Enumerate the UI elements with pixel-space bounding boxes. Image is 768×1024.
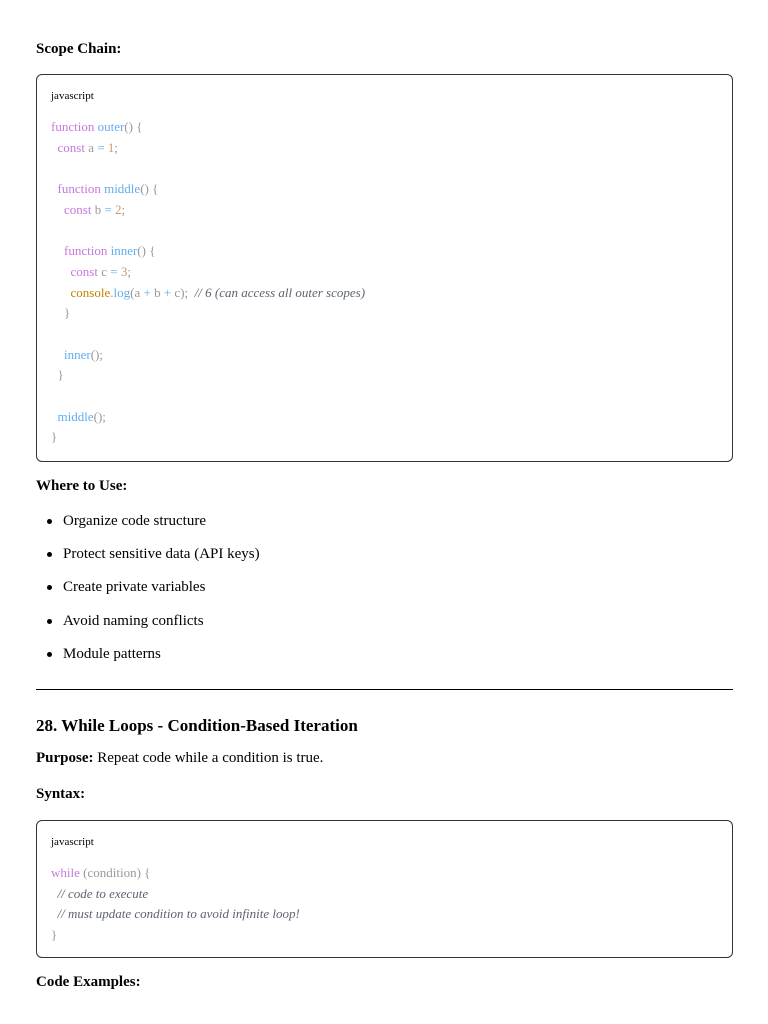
code-token: middle	[104, 181, 141, 197]
code-token: ();	[93, 408, 106, 424]
code-token: () {	[137, 243, 156, 259]
code-token	[51, 285, 71, 300]
code-token	[51, 347, 64, 362]
code-token: }	[51, 429, 58, 445]
code-line	[51, 179, 365, 200]
code-token	[51, 243, 64, 258]
code-token: inner	[110, 243, 138, 259]
code-token: 3	[120, 263, 128, 279]
code-line	[51, 365, 365, 386]
code-token: c	[101, 263, 111, 279]
code-token: () {	[124, 119, 143, 134]
code-token: while	[51, 865, 84, 880]
code-token: (condition) {	[83, 865, 151, 880]
purpose-label: Purpose:	[36, 750, 94, 766]
code-line	[51, 884, 300, 905]
code-token: () {	[140, 181, 159, 197]
code-token: log	[113, 284, 131, 300]
section-title: 28. While Loops - Condition-Based Iteration	[36, 716, 358, 735]
code-line	[51, 117, 365, 138]
code-line	[51, 863, 300, 884]
code-token: console	[70, 284, 111, 300]
code-token: b	[154, 284, 164, 300]
code-token: function	[51, 119, 98, 134]
code-lines	[51, 863, 300, 946]
code-token: // must update condition to avoid infinite loop!	[57, 906, 300, 922]
code-token: function	[57, 181, 105, 197]
code-language-label: javascript	[51, 90, 94, 102]
code-token: inner	[64, 346, 91, 362]
code-token	[51, 264, 71, 279]
code-line	[51, 241, 365, 262]
list-item: Module patterns	[36, 645, 260, 678]
code-token: middle	[57, 408, 94, 424]
code-line	[51, 283, 365, 304]
while-syntax-code-block	[36, 820, 733, 958]
section-divider	[36, 689, 733, 690]
code-token: outer	[97, 119, 125, 134]
code-token: a	[134, 284, 144, 300]
code-token: a	[88, 139, 98, 155]
code-line	[51, 220, 365, 241]
code-line	[51, 386, 365, 407]
code-token: +	[163, 284, 175, 300]
code-token: ;	[114, 139, 118, 155]
list-item: Avoid naming conflicts	[36, 612, 260, 645]
list-item: Organize code structure	[36, 512, 260, 545]
code-token: =	[104, 201, 116, 217]
code-language-label: javascript	[51, 836, 94, 848]
code-line	[51, 324, 365, 345]
code-line	[51, 138, 365, 159]
where-to-use-heading: Where to Use:	[36, 478, 128, 494]
code-token: =	[110, 263, 121, 279]
code-token: function	[64, 243, 111, 259]
code-token: =	[97, 139, 108, 155]
scope-chain-heading: Scope Chain:	[36, 41, 122, 57]
code-token: b	[94, 201, 105, 217]
where-to-use-list	[36, 512, 260, 678]
code-token: ();	[90, 346, 103, 362]
code-token: }	[51, 927, 58, 943]
code-token: +	[143, 284, 155, 300]
list-item: Protect sensitive data (API keys)	[36, 545, 260, 578]
code-token: );	[180, 284, 195, 300]
code-line	[51, 407, 365, 428]
code-token: }	[51, 367, 64, 383]
code-token: const	[57, 139, 89, 155]
purpose-paragraph	[36, 749, 323, 767]
purpose-text: Repeat code while a condition is true.	[93, 750, 324, 766]
code-token	[51, 202, 64, 217]
code-lines	[51, 117, 365, 448]
scope-chain-code-block	[36, 74, 733, 462]
code-token: ;	[127, 263, 131, 279]
code-examples-heading: Code Examples:	[36, 974, 141, 990]
code-token: const	[64, 201, 95, 217]
list-item: Create private variables	[36, 578, 260, 611]
code-token: }	[51, 305, 71, 321]
code-line	[51, 262, 365, 283]
code-token: (	[130, 284, 135, 300]
code-line	[51, 345, 365, 366]
code-token: ;	[121, 201, 126, 217]
code-token: const	[70, 263, 102, 279]
code-line	[51, 925, 300, 946]
code-line	[51, 427, 365, 448]
code-token: // code to execute	[57, 885, 149, 901]
code-line	[51, 303, 365, 324]
code-token: // 6 (can access all outer scopes)	[194, 284, 366, 300]
code-token: 1	[107, 139, 115, 155]
code-token: c	[174, 284, 181, 300]
syntax-heading: Syntax:	[36, 786, 86, 802]
code-line	[51, 904, 300, 925]
code-line	[51, 158, 365, 179]
code-token: 2	[115, 201, 122, 217]
code-token: .	[110, 284, 114, 300]
code-line	[51, 200, 365, 221]
